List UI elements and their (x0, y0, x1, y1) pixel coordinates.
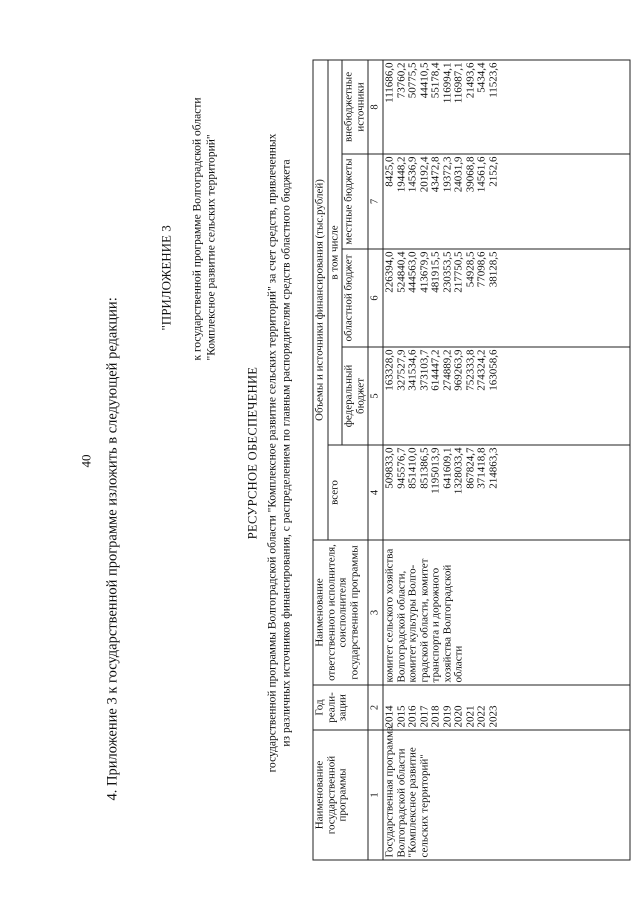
total-value: 509833,0 (383, 447, 395, 489)
regional-value: 230353,5 (440, 251, 453, 293)
total-value: 945576,7 (394, 447, 407, 489)
header-volumes: Объемы и источники финансирования (тыс.рублей) (313, 59, 328, 539)
executor-line: транспорта и дорожного (429, 567, 441, 682)
header-local: местные бюджеты (342, 154, 368, 249)
total-value: 214863,3 (486, 447, 499, 489)
resource-subtitle-line: из различных источников финансирования, с распределением по главным распорядителям средств областного бюджета (280, 158, 292, 747)
appendix-reference-line: "Комплексное развитие сельских территорий" (205, 133, 217, 360)
local-value: 19372,3 (440, 156, 453, 192)
federal-value: 969263,9 (452, 349, 464, 391)
appendix-reference (190, 60, 218, 360)
year-value: 2016 (406, 705, 418, 727)
federal-value: 373103,7 (417, 349, 430, 391)
local-value: 14561,6 (475, 156, 487, 192)
header-federal: федеральный бюджет (342, 347, 368, 445)
local-value: 43472,8 (429, 156, 441, 192)
resource-subtitle-line: государственной программы Волгоградской области "Комплексное развитие сельских территорий" за счет средств, привлеченных (266, 133, 278, 772)
regional-value: 217750,5 (452, 251, 464, 293)
federal-value: 614447,2 (429, 349, 441, 391)
extra-value: 11523,6 (486, 61, 499, 98)
column-number: 7 (368, 154, 383, 249)
executor-line: Волгоградской области, (394, 570, 407, 682)
total-value: 867824,7 (463, 447, 476, 489)
local-value: 24031,9 (452, 156, 464, 192)
resource-subtitle (265, 0, 293, 905)
resource-table (312, 59, 630, 860)
extra-value: 50775,5 (406, 61, 418, 98)
local-value: 14536,9 (406, 156, 418, 192)
regional-value: 54928,5 (463, 251, 476, 287)
page-number: 40 (78, 454, 93, 467)
regional-cell (383, 249, 630, 347)
federal-value: 327527,9 (394, 349, 407, 391)
federal-value: 163058,6 (486, 349, 499, 391)
regional-value: 226394,0 (383, 251, 395, 293)
total-value: 1195013,9 (429, 447, 441, 494)
executor-line: хозяйства Волгоградской (440, 564, 453, 682)
year-value: 2014 (383, 705, 395, 727)
header-extra: внебюджетные источники (342, 59, 368, 153)
federal-value: 341534,6 (406, 349, 418, 391)
header-total: всего (327, 445, 368, 540)
total-value: 641609,1 (440, 447, 453, 489)
total-value: 1328033,4 (452, 447, 464, 494)
federal-value: 163328,0 (383, 349, 395, 391)
column-number-row (368, 59, 383, 859)
column-number: 1 (368, 730, 383, 860)
local-value: 39068,8 (463, 156, 476, 192)
federal-cell (383, 347, 630, 445)
program-name-line: "Комплексное развитие (406, 746, 418, 857)
executor-line: комитет сельского хозяйства (383, 548, 395, 682)
extra-value: 116994,1 (440, 61, 453, 103)
executor-line: области (452, 645, 464, 682)
program-name-cell (383, 725, 630, 860)
resource-table-wrapper (312, 60, 630, 860)
local-cell (383, 154, 630, 249)
local-value: 8425,0 (383, 156, 395, 187)
year-value: 2022 (475, 705, 487, 727)
total-value: 371418,8 (475, 447, 487, 489)
column-number: 8 (368, 59, 383, 153)
regional-value: 413679,9 (417, 251, 430, 293)
year-value: 2017 (417, 705, 430, 727)
extra-value: 73760,2 (394, 61, 407, 98)
executor-line: градской области, комитет (417, 558, 430, 682)
appendix-title: "ПРИЛОЖЕНИЕ 3 (158, 224, 173, 330)
local-value: 19448,2 (394, 156, 407, 192)
resource-title: РЕСУРСНОЕ ОБЕСПЕЧЕНИЕ (245, 366, 259, 539)
extra-value: 111686,0 (383, 61, 395, 103)
column-number: 3 (368, 540, 383, 685)
local-value: 20192,4 (417, 156, 430, 192)
column-number: 4 (368, 445, 383, 540)
column-number: 2 (368, 685, 383, 730)
year-value: 2019 (440, 705, 453, 727)
regional-value: 77098,6 (475, 251, 487, 287)
header-including: в том числе (327, 59, 342, 444)
appendix-reference-line: к государственной программе Волгоградской области (191, 97, 203, 360)
years-cell (383, 685, 630, 730)
local-value: 2152,6 (486, 156, 499, 187)
header-executor: Наименование ответственного исполнителя, соисполнителя государственной программы (313, 540, 368, 685)
regional-value: 481915,5 (429, 251, 441, 293)
regional-value: 524840,4 (394, 251, 407, 293)
federal-value: 752333,8 (463, 349, 476, 391)
year-value: 2023 (486, 705, 499, 727)
extra-value: 116987,1 (452, 61, 464, 103)
regional-value: 444563,0 (406, 251, 418, 293)
program-name-line: сельских территорий" (417, 753, 430, 857)
total-value: 851386,5 (417, 447, 430, 489)
extra-value: 44410,5 (417, 61, 430, 98)
total-value: 851410,0 (406, 447, 418, 489)
extra-cell (383, 59, 630, 153)
year-value: 2021 (463, 705, 476, 727)
column-number: 6 (368, 249, 383, 347)
regional-value: 38128,5 (486, 251, 499, 287)
year-value: 2015 (394, 705, 407, 727)
extra-value: 21493,6 (463, 61, 476, 98)
extra-value: 55178,4 (429, 61, 441, 98)
executor-cell (383, 540, 630, 685)
executor-line: комитет культуры Волго- (406, 564, 418, 682)
column-number: 5 (368, 347, 383, 445)
header-year: Год реали-зации (313, 685, 368, 730)
federal-value: 274324,2 (475, 349, 487, 391)
table-row (383, 59, 630, 859)
total-cell (383, 445, 630, 540)
year-value: 2020 (452, 705, 464, 727)
program-name-line: Волгоградской области (394, 748, 407, 857)
header-program-name: Наименование государственной программы (313, 730, 368, 860)
extra-value: 5434,4 (475, 61, 487, 93)
program-name-line: Государственная программа (383, 725, 395, 857)
header-regional: областной бюджет (342, 249, 368, 347)
year-value: 2018 (429, 705, 441, 727)
federal-value: 274889,2 (440, 349, 453, 391)
intro-text: 4. Приложение 3 к государственной программе изложить в следующей редакции: (104, 296, 120, 800)
